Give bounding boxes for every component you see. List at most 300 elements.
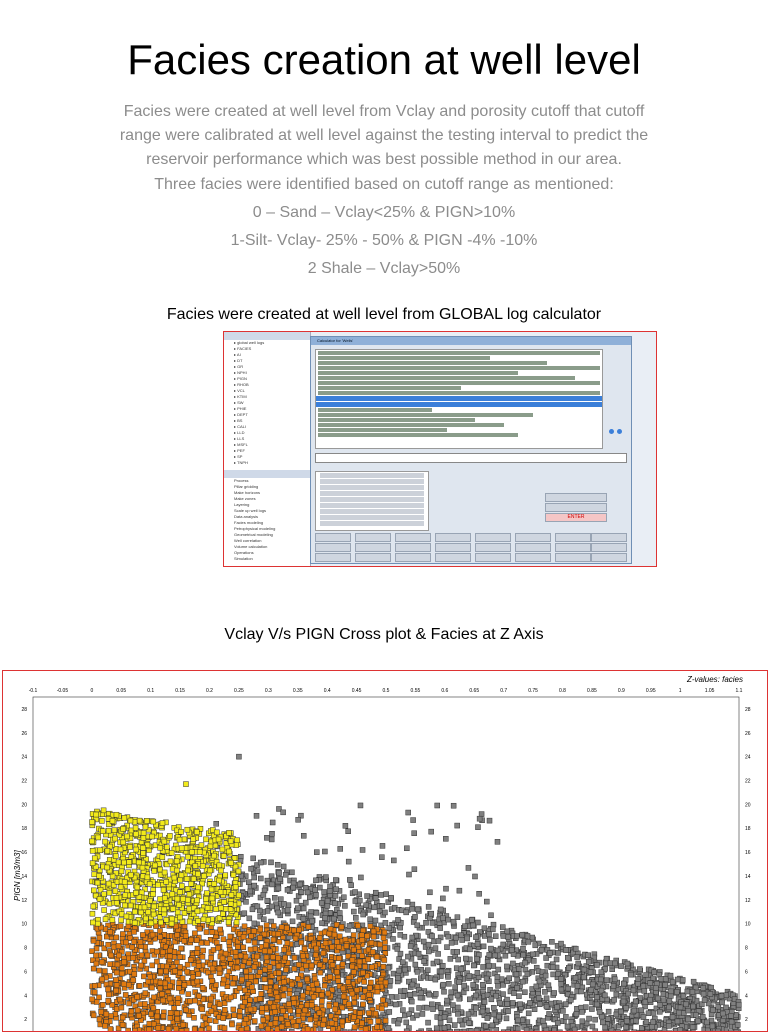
scatter-point-facies-1 [351,947,356,952]
scatter-point-facies-2 [485,1030,490,1031]
scatter-point-facies-2 [633,999,638,1004]
scatter-point-facies-1 [179,1029,184,1031]
scatter-point-facies-0 [123,893,128,898]
scatter-point-facies-2 [675,977,680,982]
scatter-point-facies-0 [105,865,110,870]
scatter-point-facies-1 [113,977,118,982]
scatter-point-facies-0 [187,919,192,924]
scatter-point-facies-1 [150,963,155,968]
scatter-point-facies-2 [400,960,405,965]
scatter-point-facies-1 [276,971,281,976]
scatter-point-facies-2 [514,934,519,939]
scatter-point-facies-1 [177,980,182,985]
scatter-point-facies-2 [504,964,509,969]
scatter-point-facies-2 [631,988,636,993]
scatter-point-facies-2 [633,1018,638,1023]
scatter-point-facies-1 [97,935,102,940]
scatter-point-facies-0 [162,896,167,901]
scatter-point-facies-2 [438,907,443,912]
scatter-point-facies-2 [322,849,327,854]
calculator-keypad[interactable] [315,533,625,561]
scatter-point-facies-0 [221,853,226,858]
scatter-point-facies-1 [286,1001,291,1006]
scatter-point-facies-1 [242,988,247,993]
scatter-point-facies-2 [373,890,378,895]
functions-button[interactable] [545,493,607,502]
scatter-point-facies-2 [416,1030,421,1031]
scatter-point-facies-2 [438,926,443,931]
scatter-point-facies-2 [661,992,666,997]
scatter-point-facies-1 [116,953,121,958]
scatter-point-facies-2 [639,1008,644,1013]
scatter-point-facies-1 [131,955,136,960]
scatter-point-facies-2 [360,847,365,852]
scatter-point-facies-2 [632,1008,637,1013]
scatter-point-facies-2 [599,988,604,993]
scatter-point-facies-1 [343,937,348,942]
scatter-point-facies-0 [90,848,95,853]
enter-button[interactable]: ENTER [545,513,607,522]
scatter-point-facies-2 [286,903,291,908]
scatter-point-facies-1 [292,966,297,971]
scatter-point-facies-2 [358,803,363,808]
scatter-point-facies-2 [543,973,548,978]
scatter-point-facies-2 [705,1028,710,1031]
scatter-point-facies-2 [626,991,631,996]
scatter-point-facies-1 [132,939,137,944]
scatter-point-facies-1 [352,1000,357,1005]
x-tick-label: 0.85 [587,688,597,694]
scatter-point-facies-1 [305,977,310,982]
scatter-point-facies-2 [736,1002,741,1007]
scatter-point-facies-1 [280,1009,285,1014]
scatter-point-facies-0 [177,902,182,907]
scatter-point-facies-0 [113,854,118,859]
scatter-point-facies-0 [199,843,204,848]
scatter-point-facies-0 [210,896,215,901]
scatter-point-facies-1 [296,1018,301,1023]
scatter-point-facies-1 [174,1026,179,1031]
scatter-point-facies-2 [586,959,591,964]
scatter-point-facies-2 [566,986,571,991]
scatter-point-facies-2 [495,983,500,988]
scatter-point-facies-2 [575,955,580,960]
scatter-point-facies-2 [520,979,525,984]
scatter-point-facies-2 [520,1018,525,1023]
scatter-point-facies-2 [526,939,531,944]
scatter-point-facies-2 [382,910,387,915]
scatter-point-facies-1 [279,925,284,930]
description-paragraph: Facies were created at well level from Vclay and porosity cutoff that cutoff range were calibrated at well level against the testing interval to predict the reservoir performance which was best possible method in our area. [110,100,658,172]
scatter-point-facies-1 [327,1004,332,1009]
scatter-point-facies-2 [251,856,256,861]
x-tick-label: 0 [90,688,93,694]
scatter-point-facies-1 [119,971,124,976]
scatter-point-facies-2 [272,895,277,900]
scatter-point-facies-0 [113,836,118,841]
scatter-point-facies-0 [98,848,103,853]
scatter-point-facies-1 [330,945,335,950]
scatter-point-facies-0 [207,868,212,873]
scatter-point-facies-0 [128,872,133,877]
scatter-point-facies-0 [202,874,207,879]
scatter-point-facies-2 [604,978,609,983]
scatter-point-facies-2 [491,922,496,927]
scatter-point-facies-0 [220,847,225,852]
scatter-point-facies-2 [255,869,260,874]
scatter-point-facies-1 [248,947,253,952]
scatter-point-facies-2 [521,952,526,957]
scatter-point-facies-2 [573,946,578,951]
scatter-point-facies-1 [262,949,267,954]
scatter-point-facies-2 [460,937,465,942]
scatter-point-facies-0 [113,889,118,894]
scatter-point-facies-2 [663,982,668,987]
scatter-point-facies-0 [121,826,126,831]
scatter-point-facies-0 [181,896,186,901]
scatter-point-facies-2 [558,976,563,981]
y-tick-label: 16 [745,850,751,856]
scatter-point-facies-2 [575,983,580,988]
crossplot-chart [3,671,767,1031]
scatter-point-facies-1 [209,955,214,960]
scatter-point-facies-2 [568,997,573,1002]
scatter-point-facies-1 [243,954,248,959]
scatter-point-facies-1 [295,976,300,981]
scatter-point-facies-1 [235,965,240,970]
scatter-point-facies-2 [313,887,318,892]
y-tick-label: 2 [745,1017,748,1023]
scatter-point-facies-1 [258,927,263,932]
scatter-point-facies-2 [243,899,248,904]
scatter-point-facies-1 [282,947,287,952]
scatter-point-facies-1 [261,1018,266,1023]
scatter-point-facies-2 [380,903,385,908]
scatter-point-facies-0 [235,838,240,843]
scatter-point-facies-1 [273,1009,278,1014]
scatter-point-facies-2 [487,937,492,942]
scatter-point-facies-1 [232,1013,237,1018]
scatter-point-facies-2 [449,990,454,995]
scatter-point-facies-2 [491,1005,496,1010]
scatter-point-facies-2 [495,974,500,979]
scatter-point-facies-1 [350,958,355,963]
scatter-point-facies-1 [183,1007,188,1012]
scatter-point-facies-2 [719,994,724,999]
scatter-point-facies-1 [265,1026,270,1031]
scatter-point-facies-1 [279,1016,284,1021]
scatter-point-facies-1 [97,968,102,973]
scatter-point-facies-0 [158,867,163,872]
scatter-point-facies-2 [618,1009,623,1014]
scatter-point-facies-2 [358,875,363,880]
scatter-point-facies-2 [372,905,377,910]
scatter-point-facies-0 [122,860,127,865]
scatter-point-facies-1 [264,955,269,960]
scatter-point-facies-2 [353,915,358,920]
scatter-point-facies-1 [346,1002,351,1007]
scatter-point-facies-2 [518,1002,523,1007]
scatter-point-facies-0 [141,845,146,850]
scatter-point-facies-2 [404,1020,409,1025]
scatter-point-facies-2 [474,1005,479,1010]
scatter-point-facies-2 [314,850,319,855]
scatter-point-facies-2 [319,921,324,926]
scatter-point-facies-1 [132,972,137,977]
scatter-point-facies-2 [582,967,587,972]
scatter-point-facies-2 [236,754,241,759]
scatter-point-facies-2 [603,1025,608,1030]
scatter-point-facies-0 [223,906,228,911]
scatter-point-facies-2 [467,974,472,979]
scatter-point-facies-1 [106,987,111,992]
scatter-point-facies-0 [233,885,238,890]
scatter-point-facies-1 [100,1002,105,1007]
scatter-point-facies-1 [313,952,318,957]
scatter-point-facies-1 [281,993,286,998]
scatter-point-facies-2 [484,976,489,981]
scatter-point-facies-1 [123,992,128,997]
scatter-point-facies-1 [304,963,309,968]
scatter-point-facies-2 [261,917,266,922]
scatter-point-facies-0 [119,869,124,874]
scatter-point-facies-2 [386,965,391,970]
scatter-point-facies-1 [357,959,362,964]
scatter-point-facies-1 [316,987,321,992]
scatter-point-facies-2 [544,956,549,961]
scatter-point-facies-1 [257,996,262,1001]
scatter-point-facies-1 [175,932,180,937]
scatter-point-facies-1 [238,953,243,958]
scatter-point-facies-2 [338,846,343,851]
scatter-point-facies-2 [729,1013,734,1018]
scatter-point-facies-1 [262,977,267,982]
scatter-point-facies-1 [309,1003,314,1008]
scatter-point-facies-2 [590,982,595,987]
scatter-point-facies-2 [588,970,593,975]
scatter-point-facies-2 [413,962,418,967]
geometry-button[interactable] [545,503,607,512]
scatter-point-facies-1 [241,945,246,950]
scatter-point-facies-2 [325,903,330,908]
scatter-point-facies-0 [220,911,225,916]
scatter-point-facies-2 [537,979,542,984]
scatter-point-facies-2 [474,1028,479,1031]
scatter-point-facies-2 [249,866,254,871]
scatter-point-facies-2 [269,904,274,909]
scatter-point-facies-2 [510,961,515,966]
scatter-point-facies-0 [140,865,145,870]
y-tick-label: 4 [745,993,748,999]
scatter-point-facies-1 [247,961,252,966]
scatter-point-facies-2 [410,935,415,940]
scatter-point-facies-0 [195,898,200,903]
scatter-point-facies-1 [268,980,273,985]
scatter-point-facies-2 [701,985,706,990]
scatter-point-facies-1 [352,1015,357,1020]
scatter-point-facies-1 [378,942,383,947]
scatter-point-facies-1 [375,1025,380,1030]
scatter-point-facies-2 [678,1027,683,1031]
expression-input[interactable] [315,453,627,463]
scatter-point-facies-2 [277,870,282,875]
scatter-point-facies-1 [233,950,238,955]
scatter-point-facies-2 [583,1005,588,1010]
scatter-point-facies-0 [101,808,106,813]
scatter-point-facies-2 [248,889,253,894]
scatter-point-facies-0 [141,830,146,835]
scatter-point-facies-1 [100,977,105,982]
scatter-point-facies-2 [594,1002,599,1007]
scatter-point-facies-2 [493,953,498,958]
scatter-point-facies-1 [264,943,269,948]
scatter-point-facies-0 [228,901,233,906]
scatter-point-facies-2 [646,1011,651,1016]
scatter-point-facies-1 [227,956,232,961]
scatter-point-facies-0 [158,845,163,850]
scatter-point-facies-2 [482,999,487,1004]
scatter-point-facies-2 [480,1009,485,1014]
scatter-point-facies-1 [381,964,386,969]
scatter-point-facies-2 [453,985,458,990]
scatter-point-facies-1 [327,931,332,936]
scatter-point-facies-2 [580,1019,585,1024]
scatter-point-facies-2 [643,999,648,1004]
scatter-point-facies-1 [120,1022,125,1027]
scatter-point-facies-1 [191,1015,196,1020]
scatter-point-facies-0 [214,830,219,835]
scatter-point-facies-1 [287,991,292,996]
scatter-point-facies-2 [296,817,301,822]
scatter-point-facies-2 [431,1007,436,1012]
x-tick-label: 0.7 [500,688,507,694]
scatter-point-facies-2 [290,919,295,924]
x-tick-label: 0.8 [559,688,566,694]
scatter-point-facies-1 [164,964,169,969]
scatter-point-facies-1 [94,999,99,1004]
scatter-point-facies-2 [313,878,318,883]
scatter-point-facies-2 [468,1029,473,1031]
y-tick-label: 28 [21,707,27,713]
x-tick-label: 0.35 [293,688,303,694]
scatter-point-facies-2 [487,818,492,823]
scatter-point-facies-2 [621,999,626,1004]
scatter-point-facies-2 [496,967,501,972]
scatter-point-facies-1 [328,926,333,931]
scatter-point-facies-1 [314,981,319,986]
scatter-point-facies-2 [445,998,450,1003]
scatter-point-facies-2 [590,1024,595,1029]
scatter-point-facies-1 [220,956,225,961]
scatter-point-facies-2 [563,1002,568,1007]
scatter-point-facies-2 [650,1024,655,1029]
x-tick-label: -0.05 [57,688,69,694]
scatter-point-facies-0 [107,901,112,906]
scatter-point-facies-0 [118,847,123,852]
scatter-point-facies-1 [222,1026,227,1031]
scatter-point-facies-1 [283,967,288,972]
scatter-point-facies-1 [198,1028,203,1031]
x-tick-label: 0.3 [265,688,272,694]
scatter-point-facies-2 [624,1005,629,1010]
scatter-point-facies-1 [127,1001,132,1006]
scatter-point-facies-0 [169,850,174,855]
expression-history[interactable] [315,349,603,449]
scatter-point-facies-2 [710,1007,715,1012]
scatter-point-facies-2 [560,1008,565,1013]
scatter-point-facies-2 [455,949,460,954]
y-tick-label: 20 [745,802,751,808]
scatter-point-facies-1 [119,1005,124,1010]
scatter-point-facies-0 [212,853,217,858]
scatter-point-facies-1 [194,938,199,943]
scatter-point-facies-1 [375,984,380,989]
scatter-point-facies-2 [424,920,429,925]
log-variable-list[interactable] [315,471,429,531]
scatter-point-facies-2 [261,892,266,897]
scatter-point-facies-1 [322,983,327,988]
scatter-point-facies-2 [693,1012,698,1017]
history-controls[interactable] [605,349,627,447]
scatter-point-facies-2 [333,893,338,898]
scatter-point-facies-1 [217,1002,222,1007]
scatter-point-facies-1 [114,970,119,975]
scatter-point-facies-2 [700,1014,705,1019]
scatter-point-facies-2 [368,917,373,922]
scatter-point-facies-0 [128,903,133,908]
scatter-point-facies-0 [91,904,96,909]
scatter-point-facies-0 [133,825,138,830]
scatter-point-facies-1 [118,924,123,929]
scatter-point-facies-1 [350,964,355,969]
scatter-point-facies-2 [451,919,456,924]
scatter-point-facies-2 [602,993,607,998]
scatter-point-facies-2 [446,934,451,939]
scatter-point-facies-0 [182,837,187,842]
scatter-point-facies-1 [291,1000,296,1005]
scatter-point-facies-1 [337,934,342,939]
scatter-point-facies-2 [436,951,441,956]
scatter-point-facies-2 [565,955,570,960]
scatter-point-facies-1 [168,984,173,989]
scatter-point-facies-1 [91,1013,96,1018]
scatter-point-facies-2 [466,1012,471,1017]
scatter-point-facies-1 [167,996,172,1001]
scatter-point-facies-0 [107,890,112,895]
scatter-point-facies-0 [216,837,221,842]
scatter-point-facies-2 [310,918,315,923]
scatter-point-facies-2 [278,897,283,902]
scatter-point-facies-1 [352,1025,357,1030]
scatter-point-facies-2 [544,996,549,1001]
scatter-point-facies-0 [150,834,155,839]
scatter-point-facies-2 [353,890,358,895]
scatter-point-facies-1 [208,996,213,1001]
scatter-point-facies-1 [308,1017,313,1022]
scatter-point-facies-1 [166,1026,171,1031]
scatter-point-facies-1 [304,1003,309,1008]
scatter-point-facies-0 [162,839,167,844]
scatter-point-facies-2 [559,981,564,986]
scatter-point-facies-1 [230,981,235,986]
scatter-point-facies-0 [179,873,184,878]
scatter-point-facies-0 [229,892,234,897]
dialog-title: Calculator for 'Wells' [311,337,631,345]
scatter-point-facies-1 [117,997,122,1002]
scatter-point-facies-1 [121,982,126,987]
scatter-point-facies-1 [182,939,187,944]
scatter-point-facies-1 [108,962,113,967]
